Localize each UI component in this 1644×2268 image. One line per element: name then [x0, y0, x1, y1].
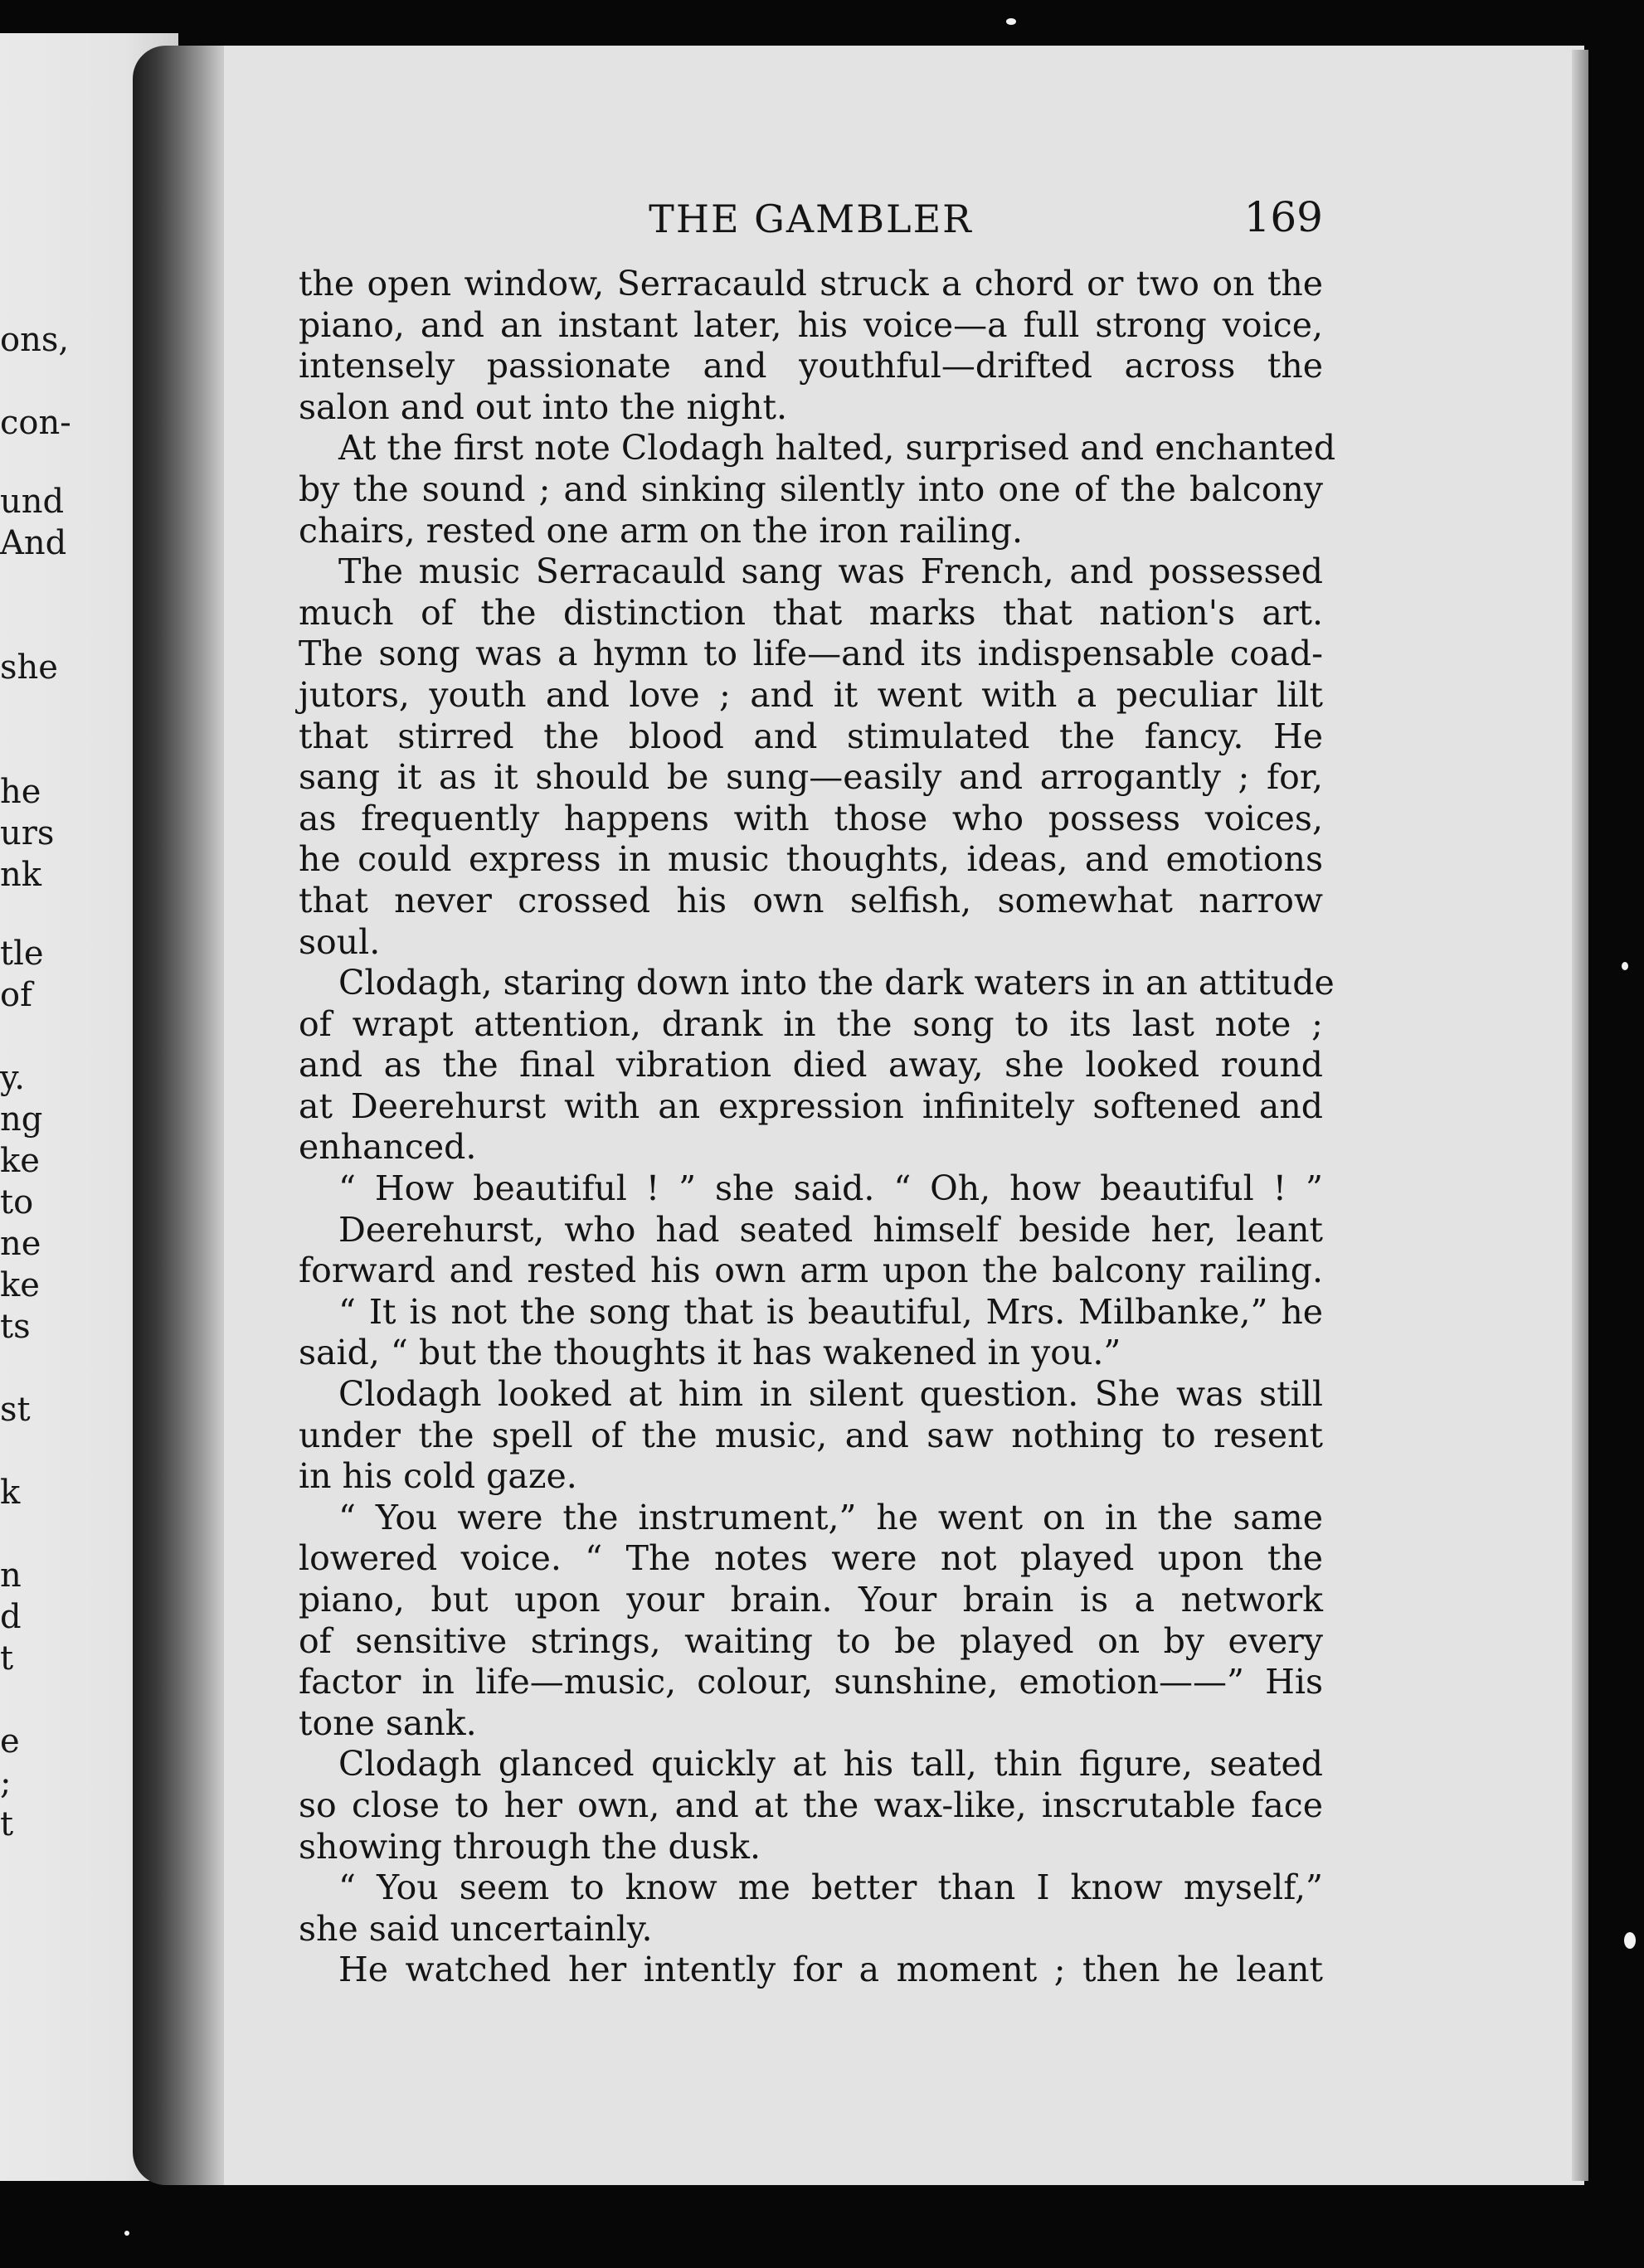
text-line: intensely passionate and youthful—drifted across the	[299, 346, 1323, 386]
text-line: forward and rested his own arm upon the balcony railing.	[299, 1251, 1323, 1291]
prev-page-fragment: t	[0, 1805, 14, 1843]
text-line: enhanced.	[299, 1127, 477, 1168]
prev-page-fragment: ng	[0, 1100, 43, 1139]
text-line: piano, but upon your brain. Your brain is a network	[299, 1580, 1323, 1620]
prev-page-fragment: nk	[0, 856, 41, 894]
body-text	[299, 264, 1336, 1991]
text-line: “ It is not the song that is beautiful, Mrs. Milbanke,” he	[338, 1291, 1323, 1332]
page-header	[299, 193, 1323, 243]
text-line: of sensitive strings, waiting to be played on by every	[299, 1620, 1323, 1661]
prev-page-fragment: she	[0, 648, 58, 687]
text-line: the open window, Serracauld struck a chord or two on the	[299, 264, 1323, 304]
prev-page-fragment: e	[0, 1722, 20, 1760]
page-number: 169	[1243, 193, 1323, 241]
text-line: The song was a hymn to life—and its indispensable coad-	[299, 634, 1323, 674]
text-line: so close to her own, and at the wax-like, inscrutable face	[299, 1785, 1323, 1825]
text-line: by the sound ; and sinking silently into one of the balcony	[299, 469, 1323, 509]
text-line: Deerehurst, who had seated himself beside her, leant	[338, 1209, 1323, 1250]
prev-page-fragment: he	[0, 773, 41, 811]
text-line: “ You seem to know me better than I know myself,”	[338, 1867, 1323, 1908]
prev-page-fragment: of	[0, 976, 32, 1014]
text-line: sang it as it should be sung—easily and arrogantly ; for,	[299, 757, 1323, 798]
text-line: At the first note Clodagh halted, surprised and enchanted	[338, 428, 1336, 469]
text-line: soul.	[299, 921, 381, 962]
text-line: chairs, rested one arm on the iron railing.	[299, 510, 1024, 551]
prev-page-fragment: ne	[0, 1225, 41, 1263]
prev-page-fragment: ons,	[0, 321, 70, 359]
prev-page-fragment: und	[0, 483, 65, 521]
text-line: lowered voice. “ The notes were not played upon the	[299, 1538, 1323, 1579]
text-line: Clodagh looked at him in silent question. She was still	[338, 1374, 1323, 1415]
text-line: that stirred the blood and stimulated the fancy. He	[299, 716, 1323, 756]
text-line: “ How beautiful ! ” she said. “ Oh, how beautiful ! ”	[338, 1168, 1323, 1209]
page-edge	[1572, 50, 1588, 2181]
prev-page-fragment: tle	[0, 935, 44, 973]
prev-page-fragment: And	[0, 524, 67, 562]
prev-page-fragment: to	[0, 1183, 34, 1221]
running-title: THE GAMBLER	[649, 197, 973, 241]
text-line: He watched her intently for a moment ; then he leant	[338, 1950, 1323, 1990]
text-line: showing through the dusk.	[299, 1826, 761, 1867]
prev-page-fragment: y.	[0, 1059, 25, 1097]
prev-page-fragment: t	[0, 1639, 14, 1678]
prev-page-fragment: n	[0, 1557, 22, 1595]
text-line: in his cold gaze.	[299, 1456, 577, 1497]
text-line: said, “ but the thoughts it has wakened in you.”	[299, 1333, 1121, 1373]
text-line: jutors, youth and love ; and it went with a peculiar lilt	[299, 674, 1323, 715]
prev-page-fragment: urs	[0, 814, 55, 852]
prev-page-fragment: st	[0, 1391, 31, 1429]
text-line: that never crossed his own selfish, somewhat narrow	[299, 880, 1323, 920]
text-line: much of the distinction that marks that nation's art.	[299, 592, 1323, 633]
text-line: under the spell of the music, and saw nothing to resent	[299, 1415, 1323, 1455]
text-line: Clodagh, staring down into the dark waters in an attitude	[338, 963, 1335, 1003]
prev-page-fragment: k	[0, 1474, 21, 1512]
text-line: at Deerehurst with an expression infinitely softened and	[299, 1085, 1323, 1126]
text-line: Clodagh glanced quickly at his tall, thin figure, seated	[338, 1744, 1323, 1785]
prev-page-fragment: d	[0, 1598, 22, 1636]
text-line: The music Serracauld sang was French, and possessed	[338, 551, 1323, 592]
text-line: as frequently happens with those who possess voices,	[299, 798, 1323, 838]
prev-page-fragment: ke	[0, 1142, 40, 1180]
prev-page-fragment: ts	[0, 1308, 31, 1346]
text-line: “ You were the instrument,” he went on in the same	[338, 1497, 1323, 1537]
text-line: of wrapt attention, drank in the song to its last note ;	[299, 1003, 1323, 1044]
text-line: tone sank.	[299, 1702, 477, 1743]
prev-page-fragment: con-	[0, 404, 71, 442]
text-line: and as the final vibration died away, she looked round	[299, 1045, 1323, 1085]
text-line: piano, and an instant later, his voice—a full strong voice,	[299, 304, 1323, 345]
prev-page-fragment: ;	[0, 1764, 12, 1802]
text-line: salon and out into the night.	[299, 386, 788, 427]
text-line: he could express in music thoughts, ideas, and emotions	[299, 839, 1323, 880]
text-line: she said uncertainly.	[299, 1908, 653, 1949]
prev-page-fragment: ke	[0, 1266, 40, 1304]
text-line: factor in life—music, colour, sunshine, emotion——” His	[299, 1662, 1323, 1702]
